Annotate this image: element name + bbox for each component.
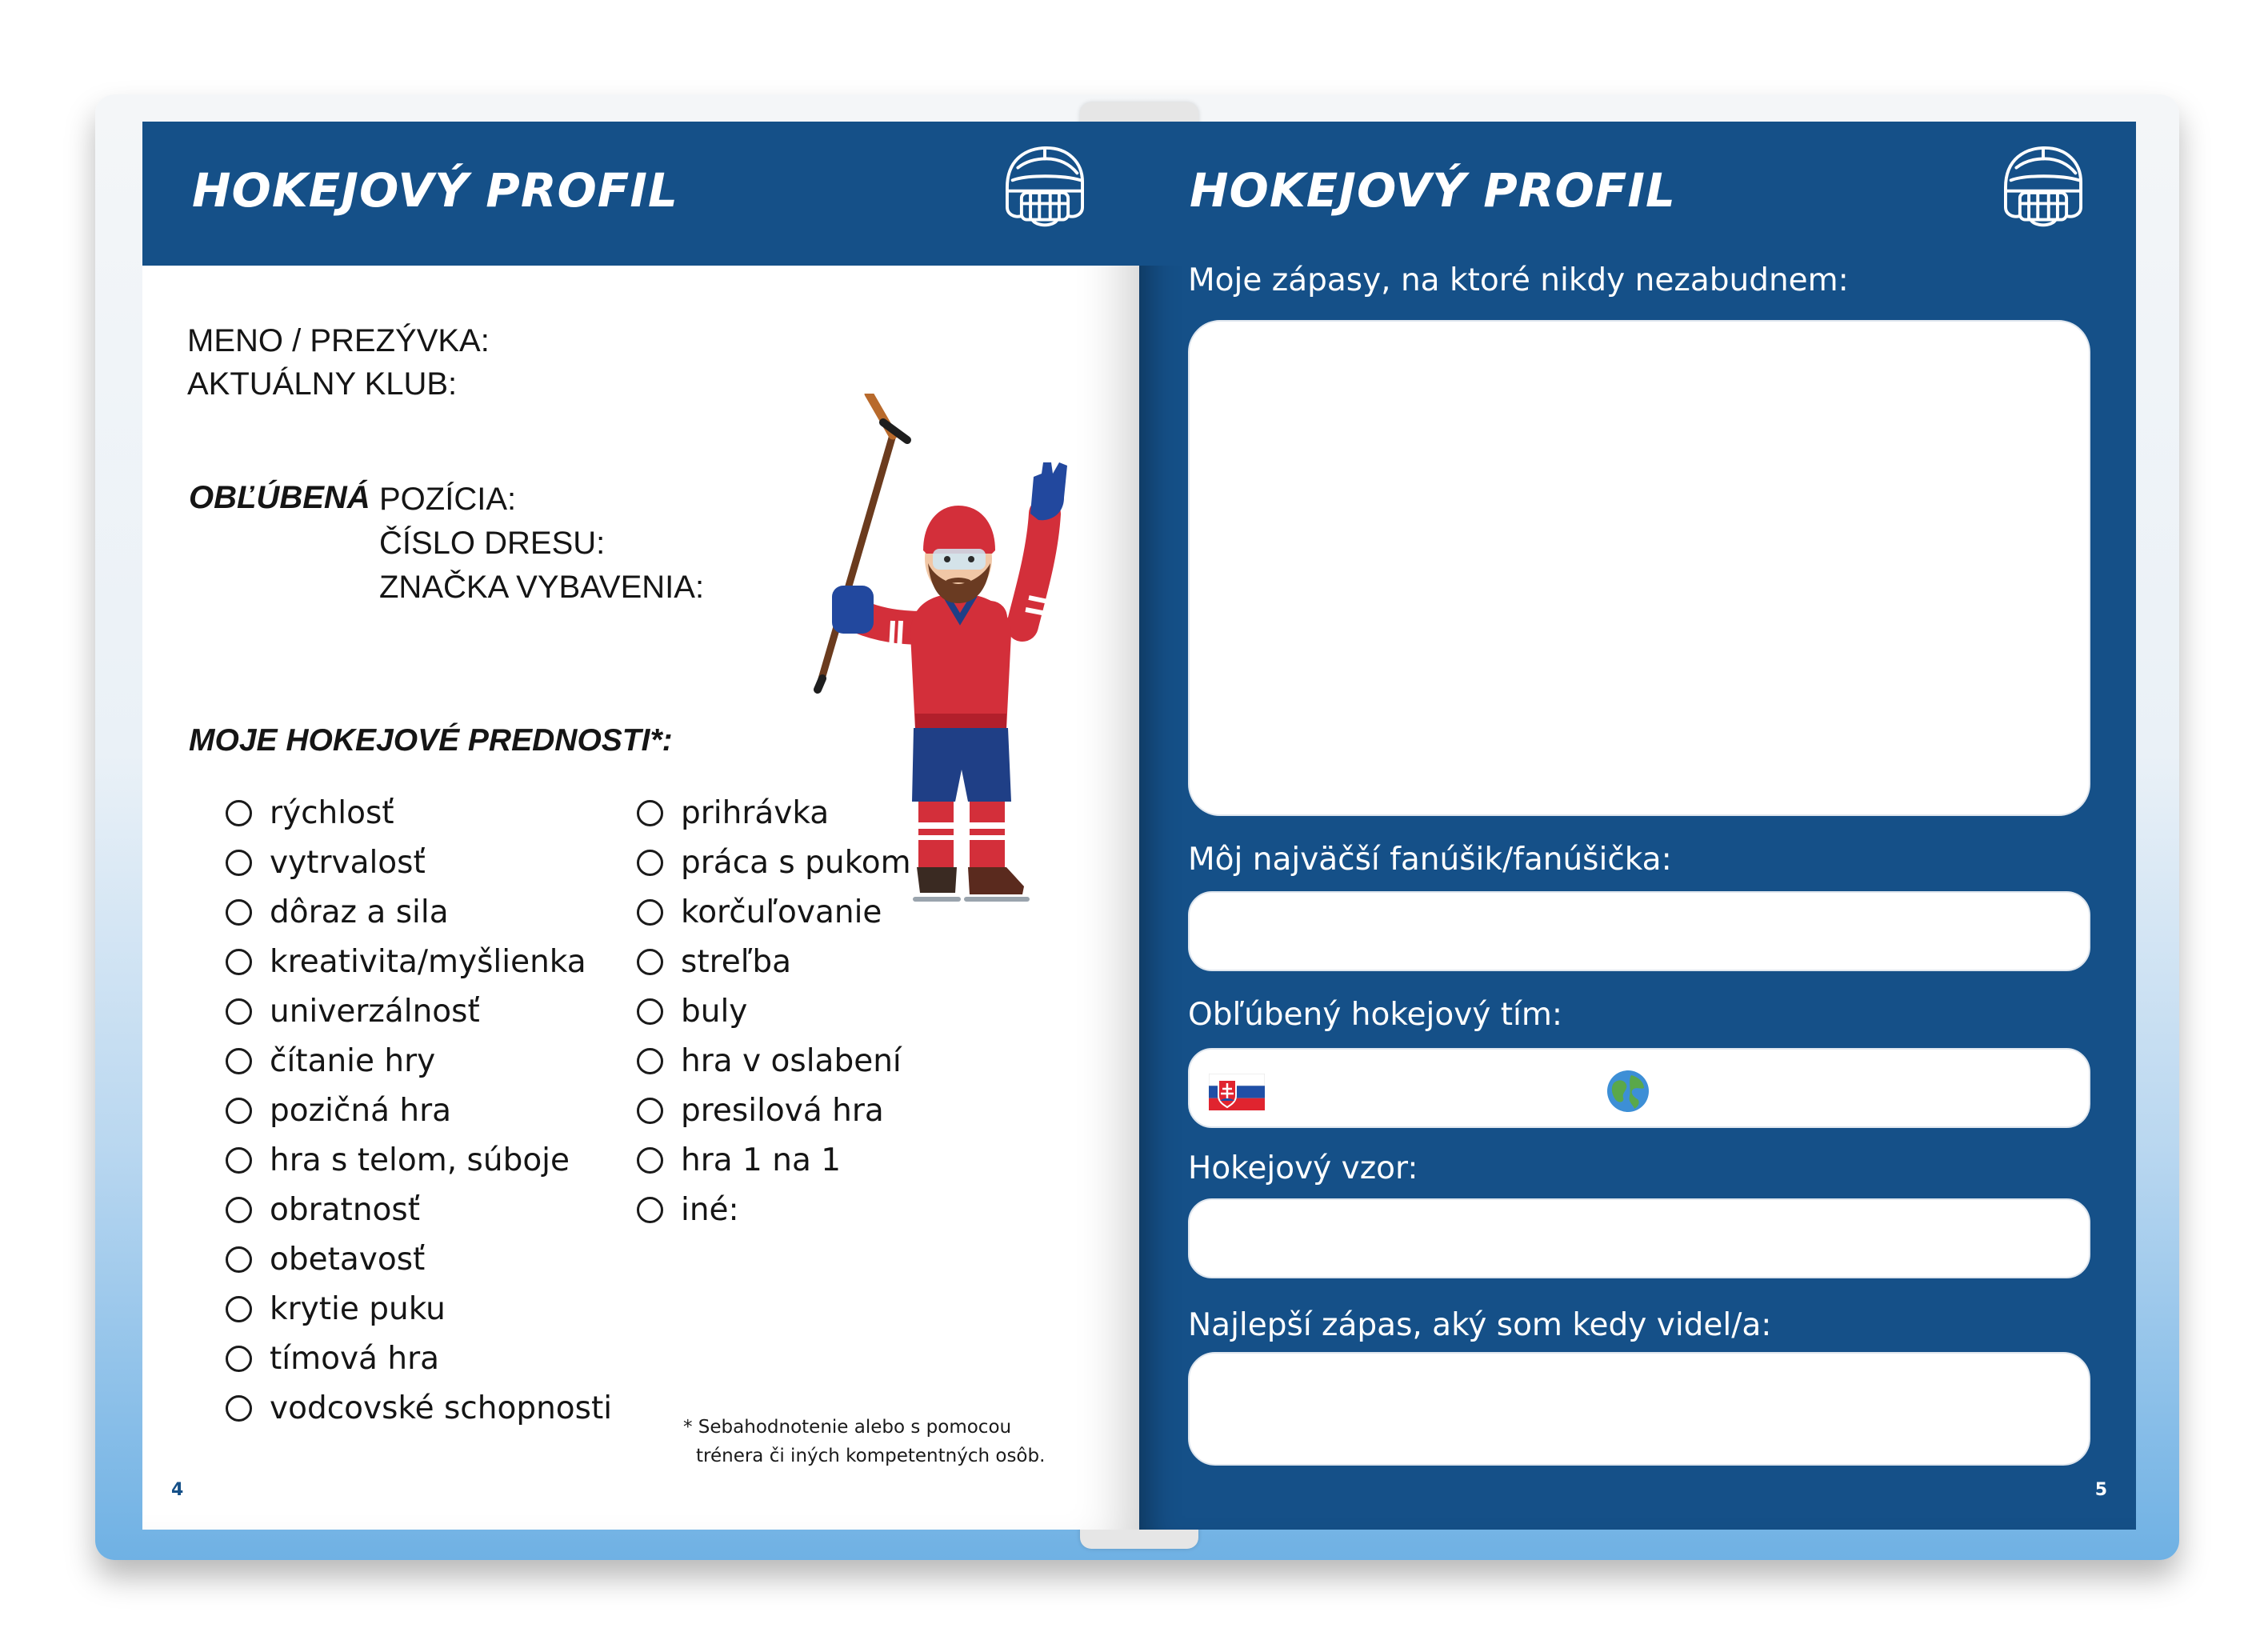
- strength-option-label: prihrávka: [681, 794, 830, 831]
- strength-option-label: rýchlosť: [270, 794, 394, 831]
- strength-option[interactable]: [226, 1288, 446, 1330]
- equipment-label: ZNAČKA VYBAVENIA:: [379, 570, 705, 605]
- strength-option-label: streľba: [681, 943, 792, 980]
- biggest-fan-field[interactable]: [1188, 891, 2090, 971]
- memorable-games-prompt: Moje zápasy, na ktoré nikdy nezabudnem:: [1188, 262, 1849, 298]
- radio-circle-icon[interactable]: [226, 1147, 252, 1174]
- right-page-header: [1139, 122, 2136, 266]
- strength-option[interactable]: [226, 1387, 612, 1429]
- strength-option-label: kreativita/myšlienka: [270, 943, 586, 980]
- radio-circle-icon[interactable]: [637, 949, 663, 975]
- hockey-idol-field[interactable]: [1188, 1198, 2090, 1278]
- radio-circle-icon[interactable]: [226, 1197, 252, 1223]
- strength-option[interactable]: [226, 891, 449, 933]
- left-page-title: HOKEJOVÝ PROFIL: [192, 163, 678, 218]
- strength-option[interactable]: [637, 990, 747, 1032]
- strength-option-label: pozičná hra: [270, 1092, 452, 1129]
- strength-option-label: krytie puku: [270, 1290, 446, 1327]
- page-number-left: 4: [171, 1480, 184, 1500]
- radio-circle-icon[interactable]: [226, 899, 252, 926]
- right-page-title: HOKEJOVÝ PROFIL: [1190, 163, 1676, 218]
- club-label: AKTUÁLNY KLUB:: [187, 366, 458, 402]
- strength-option[interactable]: [637, 941, 791, 982]
- globe-icon: [1606, 1069, 1650, 1114]
- best-game-prompt: Najlepší zápas, aký som kedy videl/a:: [1188, 1307, 1772, 1343]
- strength-option[interactable]: [637, 1139, 841, 1181]
- hockey-idol-prompt: Hokejový vzor:: [1188, 1150, 1418, 1186]
- name-label: MENO / PREZÝVKA:: [187, 323, 490, 358]
- radio-circle-icon[interactable]: [226, 1346, 252, 1372]
- hockey-helmet-icon: [1000, 141, 1090, 230]
- strength-option[interactable]: [226, 1238, 425, 1280]
- strength-option-label: obetavosť: [270, 1241, 426, 1278]
- strength-option[interactable]: [226, 842, 426, 883]
- strength-option[interactable]: [226, 941, 586, 982]
- radio-circle-icon[interactable]: [637, 1048, 663, 1074]
- strength-option[interactable]: [226, 990, 480, 1032]
- strength-option[interactable]: [226, 1139, 570, 1181]
- right-page: [1139, 122, 2136, 1530]
- strength-option-label: univerzálnosť: [270, 993, 480, 1030]
- strength-option[interactable]: [226, 1090, 451, 1131]
- slovakia-flag-icon: [1209, 1074, 1265, 1110]
- strength-option[interactable]: [637, 1090, 884, 1131]
- strength-option[interactable]: [637, 1040, 902, 1082]
- strength-option-label: vytrvalosť: [270, 844, 426, 881]
- best-game-field[interactable]: [1188, 1352, 2090, 1466]
- strength-option[interactable]: [226, 1040, 435, 1082]
- strength-option-label: čítanie hry: [270, 1042, 436, 1079]
- strength-option-label: iné:: [681, 1191, 739, 1228]
- hockey-helmet-icon: [1998, 141, 2088, 230]
- strength-option-label: obratnosť: [270, 1191, 421, 1228]
- radio-circle-icon[interactable]: [226, 949, 252, 975]
- strength-option[interactable]: [226, 1338, 439, 1379]
- radio-circle-icon[interactable]: [226, 1296, 252, 1322]
- strength-option[interactable]: [637, 1189, 739, 1230]
- radio-circle-icon[interactable]: [637, 1098, 663, 1124]
- strength-option-label: práca s pukom: [681, 844, 911, 881]
- strength-option-label: hra s telom, súboje: [270, 1142, 570, 1178]
- biggest-fan-prompt: Môj najväčší fanúšik/fanúšička:: [1188, 842, 1672, 878]
- radio-circle-icon[interactable]: [226, 1098, 252, 1124]
- radio-circle-icon[interactable]: [637, 850, 663, 876]
- favorite-team-prompt: Obľúbený hokejový tím:: [1188, 997, 1563, 1033]
- strength-option-label: korčuľovanie: [681, 894, 882, 930]
- hockey-player-illustration: [766, 394, 1102, 922]
- strength-option[interactable]: [226, 1189, 420, 1230]
- radio-circle-icon[interactable]: [226, 1048, 252, 1074]
- radio-circle-icon[interactable]: [637, 1197, 663, 1223]
- strength-option-label: buly: [681, 993, 748, 1030]
- favorite-label: OBĽÚBENÁ: [189, 480, 370, 515]
- memorable-games-field[interactable]: [1188, 320, 2090, 816]
- radio-circle-icon[interactable]: [637, 899, 663, 926]
- radio-circle-icon[interactable]: [637, 998, 663, 1025]
- strength-option-label: dôraz a sila: [270, 894, 449, 930]
- strength-option-label: vodcovské schopnosti: [270, 1390, 613, 1426]
- strength-option-label: hra v oslabení: [681, 1042, 902, 1079]
- radio-circle-icon[interactable]: [226, 800, 252, 826]
- radio-circle-icon[interactable]: [226, 998, 252, 1025]
- radio-circle-icon[interactable]: [637, 800, 663, 826]
- radio-circle-icon[interactable]: [226, 850, 252, 876]
- radio-circle-icon[interactable]: [226, 1395, 252, 1422]
- page-number-right: 5: [2094, 1480, 2107, 1500]
- jersey-label: ČÍSLO DRESU:: [379, 526, 606, 561]
- left-page-header: [142, 122, 1139, 266]
- radio-circle-icon[interactable]: [637, 1147, 663, 1174]
- left-page: [142, 122, 1139, 1530]
- strength-option-label: tímová hra: [270, 1340, 440, 1377]
- position-label: POZÍCIA:: [379, 482, 517, 517]
- radio-circle-icon[interactable]: [226, 1246, 252, 1273]
- strength-option-label: presilová hra: [681, 1092, 884, 1129]
- strength-option[interactable]: [226, 792, 394, 834]
- footnote-line-1: * Sebahodnotenie alebo s pomocou: [683, 1417, 1012, 1438]
- strengths-heading: MOJE HOKEJOVÉ PREDNOSTI*:: [189, 723, 673, 758]
- strength-option-label: hra 1 na 1: [681, 1142, 842, 1178]
- footnote-line-2: trénera či iných kompetentných osôb.: [696, 1446, 1046, 1466]
- favorite-team-field[interactable]: [1188, 1048, 2090, 1128]
- footnote: [683, 1413, 1045, 1470]
